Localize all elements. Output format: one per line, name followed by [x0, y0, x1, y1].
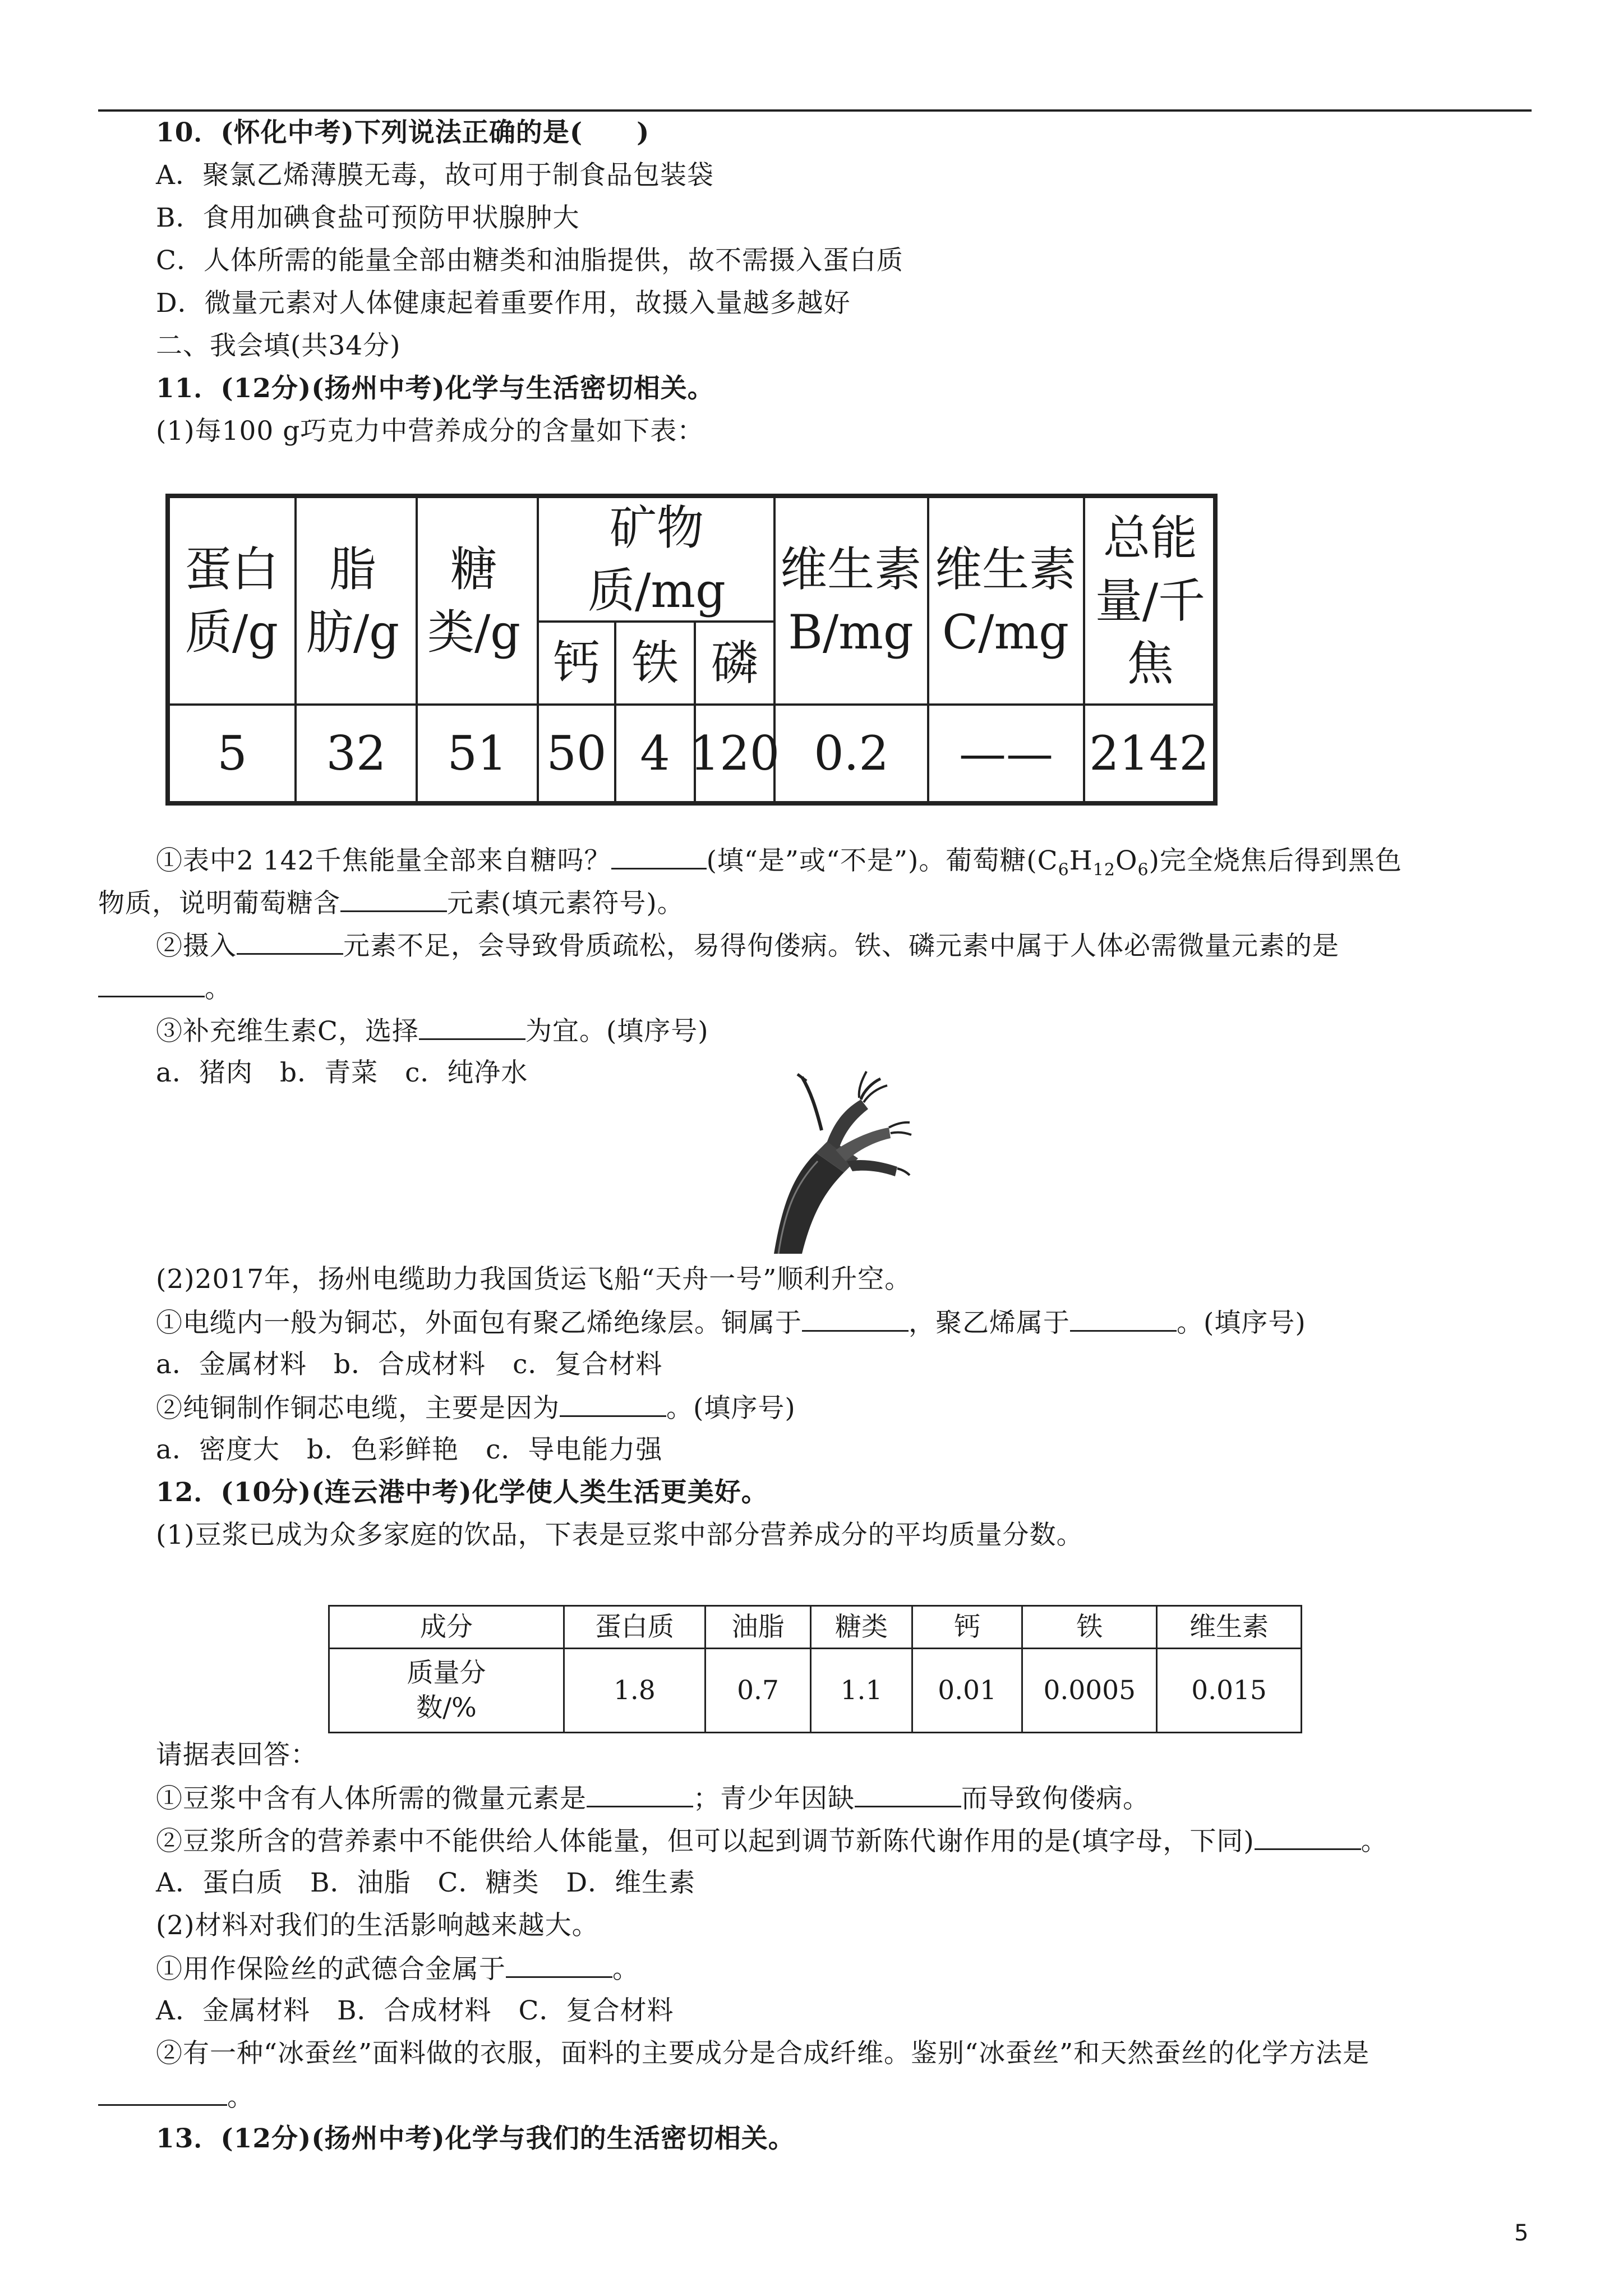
- value-calcium: 50: [546, 726, 607, 781]
- header-energy: 总能量/千焦: [1095, 510, 1206, 691]
- header-vitamin-c: 维生素C/mg: [934, 542, 1076, 660]
- q10-option-a: A．聚氯乙烯薄膜无毒，故可用于制食品包装袋: [156, 160, 714, 191]
- value-calcium: 0.01: [912, 1649, 1022, 1733]
- answer-blank[interactable]: [855, 1781, 961, 1807]
- header-protein: 蛋白质: [564, 1606, 705, 1649]
- header-calcium: 钙: [912, 1606, 1022, 1649]
- header-calcium: 钙: [552, 636, 600, 691]
- q11-part2-intro: (2)2017年，扬州电缆助力我国货运飞船“天舟一号”顺利升空。: [156, 1264, 912, 1295]
- answer-blank[interactable]: [611, 843, 707, 869]
- value-phosphorus: 120: [689, 726, 780, 781]
- value-vitamin-b: 0.2: [814, 726, 889, 781]
- header-vitamin: 维生素: [1157, 1606, 1302, 1649]
- value-energy: 2142: [1089, 726, 1209, 781]
- chocolate-nutrition-table: [165, 494, 1218, 806]
- q12-part2-intro: (2)材料对我们的生活影响越来越大。: [156, 1910, 599, 1941]
- q11-sub1-line1: ①表中2 142千焦能量全部来自糖吗？ (填“是”或“不是”)。葡萄糖$(C_6H_{12}O_6)$完全烧焦后得到黑色: [156, 843, 1402, 887]
- value-protein: 1.8: [564, 1649, 705, 1733]
- q11-part2-sub2: ②纯铜制作铜芯电缆，主要是因为 。(填序号): [156, 1391, 796, 1425]
- answer-blank[interactable]: [98, 971, 205, 997]
- q12-part2-sub2-line2: 。: [98, 2079, 254, 2114]
- q12-sub1: ①豆浆中含有人体所需的微量元素是 ；青少年因缺 而导致佝偻病。: [156, 1781, 1150, 1816]
- q11-stem: 11．(12分)(扬州中考)化学与生活密切相关。: [156, 373, 714, 404]
- header-sugar: 糖类: [811, 1606, 912, 1649]
- q11-part1-intro: (1)每100 g巧克力中营养成分的含量如下表：: [156, 416, 704, 447]
- value-fat: 32: [326, 726, 386, 781]
- q12-part2-sub1: ①用作保险丝的武德合金属于 。: [156, 1952, 639, 1986]
- header-sugar: 糖类/g: [427, 542, 521, 660]
- q11-part2-sub1: ①电缆内一般为铜芯，外面包有聚乙烯绝缘层。铜属于 ，聚乙烯属于 。(填序号): [156, 1305, 1306, 1340]
- header-iron: 铁: [631, 636, 679, 691]
- answer-blank[interactable]: [506, 1952, 612, 1978]
- q11-part2-sub1-options: a．金属材料 b．合成材料 c．复合材料: [156, 1349, 663, 1380]
- q11-sub2-line2: 。: [98, 971, 232, 1006]
- header-vitamin-b: 维生素B/mg: [780, 542, 921, 660]
- q10-stem: 10．(怀化中考)下列说法正确的是( ): [156, 117, 650, 148]
- q11-part2-sub2-options: a．密度大 b．色彩鲜艳 c．导电能力强: [156, 1434, 663, 1465]
- header-component: 成分: [329, 1606, 564, 1649]
- answer-blank[interactable]: [237, 928, 343, 955]
- q10-option-d: D．微量元素对人体健康起着重要作用，故摄入量越多越好: [156, 288, 851, 319]
- header-mineral: 矿物质/mg: [588, 500, 726, 618]
- answer-blank[interactable]: [1070, 1305, 1177, 1332]
- answer-blank[interactable]: [98, 2079, 227, 2106]
- soy-milk-nutrition-table: [328, 1605, 1302, 1733]
- value-sugar: 1.1: [811, 1649, 912, 1733]
- row-label-mass-fraction: 质量分数/%: [329, 1649, 564, 1733]
- q12-part2-sub2-line1: ②有一种“冰蚕丝”面料做的衣服，面料的主要成分是合成纤维。鉴别“冰蚕丝”和天然蚕丝的化学方法是: [156, 2038, 1370, 2069]
- q10-option-b: B．食用加碘食盐可预防甲状腺肿大: [156, 203, 580, 233]
- q10-option-c: C．人体所需的能量全部由糖类和油脂提供，故不需摄入蛋白质: [156, 245, 903, 276]
- value-oil: 0.7: [705, 1649, 811, 1733]
- cable-illustration: [768, 1069, 914, 1254]
- q11-sub3: ③补充维生素C，选择 为宜。(填序号): [156, 1014, 709, 1048]
- q12-sub2-options: A．蛋白质 B．油脂 C．糖类 D．维生素: [156, 1867, 696, 1898]
- header-protein: 蛋白质/g: [184, 542, 279, 660]
- answer-blank[interactable]: [419, 1014, 525, 1040]
- value-iron: 0.0005: [1022, 1649, 1157, 1733]
- header-oil: 油脂: [705, 1606, 811, 1649]
- value-vitamin-c: ——: [959, 726, 1053, 781]
- q11-sub2-line1: ②摄入 元素不足，会导致骨质疏松，易得佝偻病。铁、磷元素中属于人体必需微量元素的是: [156, 928, 1339, 963]
- answer-blank[interactable]: [587, 1781, 693, 1807]
- answer-blank[interactable]: [802, 1305, 909, 1332]
- answer-blank[interactable]: [340, 886, 447, 912]
- q12-ask: 请据表回答：: [156, 1740, 317, 1770]
- q12-stem: 12．(10分)(连云港中考)化学使人类生活更美好。: [156, 1477, 768, 1508]
- answer-blank[interactable]: [560, 1391, 666, 1417]
- header-fat: 脂肪/g: [306, 542, 400, 660]
- section-heading: 二、我会填(共34分): [156, 330, 401, 361]
- header-iron: 铁: [1022, 1606, 1157, 1649]
- q11-sub1-line2: 物质，说明葡萄糖含 元素(填元素符号)。: [98, 886, 684, 921]
- q12-part2-sub1-options: A．金属材料 B．合成材料 C．复合材料: [156, 1995, 674, 2026]
- value-iron: 4: [640, 726, 670, 781]
- page-number: 5: [1514, 2220, 1529, 2246]
- q11-sub3-options: a．猪肉 b．青菜 c．纯净水: [156, 1057, 528, 1088]
- q12-part1-intro: (1)豆浆已成为众多家庭的饮品，下表是豆浆中部分营养成分的平均质量分数。: [156, 1520, 1083, 1550]
- q12-sub2: ②豆浆所含的营养素中不能供给人体能量，但可以起到调节新陈代谢作用的是(填字母，下同) 。: [156, 1824, 1388, 1858]
- value-vitamin: 0.015: [1157, 1649, 1302, 1733]
- value-protein: 5: [217, 726, 247, 781]
- top-rule: [98, 109, 1532, 112]
- value-sugar: 51: [447, 726, 508, 781]
- header-phosphorus: 磷: [711, 636, 758, 691]
- answer-blank[interactable]: [1255, 1824, 1361, 1850]
- q13-stem: 13．(12分)(扬州中考)化学与我们的生活密切相关。: [156, 2123, 795, 2154]
